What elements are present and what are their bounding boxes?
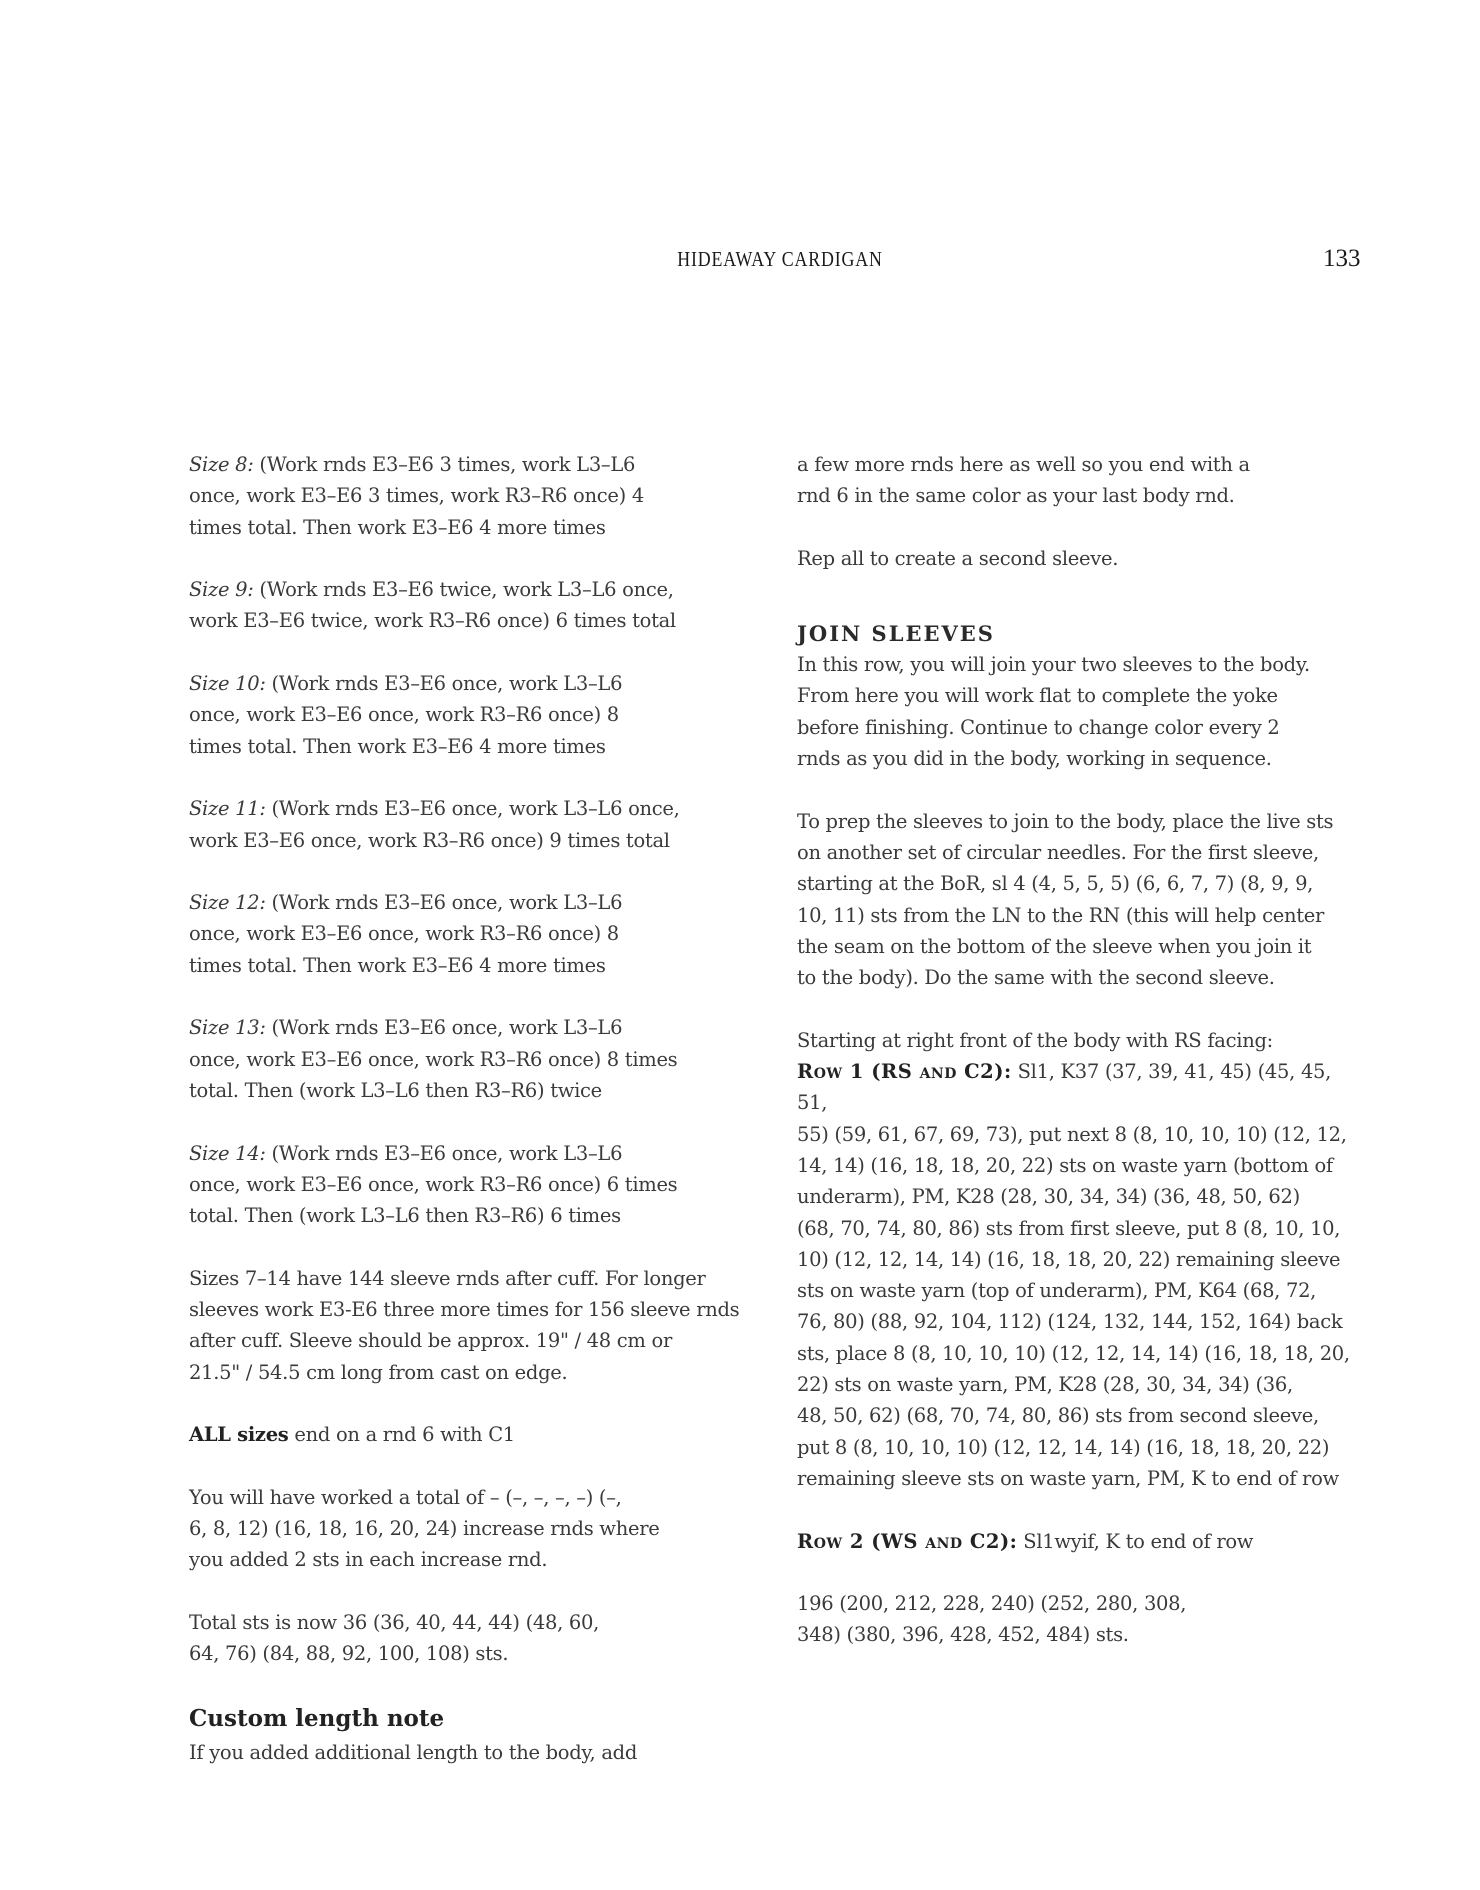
text-line: work E3–E6 once, work R3–R6 once) 9 times total bbox=[189, 828, 670, 852]
final-stitch-count bbox=[797, 1588, 1357, 1651]
join-sleeves-intro bbox=[797, 649, 1357, 774]
size-label: Size 12: bbox=[189, 891, 266, 915]
size-14-instructions bbox=[189, 1138, 749, 1232]
text-line: 22) sts on waste yarn, PM, K28 (28, 30, 34, 34) (36, bbox=[797, 1373, 1293, 1397]
text-line: remaining sleeve sts on waste yarn, PM, K to end of row bbox=[797, 1466, 1339, 1490]
text-line: 21.5" / 54.5 cm long from cast on edge. bbox=[189, 1360, 568, 1384]
text-line: 14, 14) (16, 18, 18, 20, 22) sts on waste yarn (bottom of bbox=[797, 1153, 1333, 1177]
text-line: sleeves work E3-E6 three more times for 156 sleeve rnds bbox=[189, 1298, 740, 1322]
text-span: Sl1wyif, K to end of row bbox=[1017, 1529, 1254, 1553]
text-line: the seam on the bottom of the sleeve when you join it bbox=[797, 934, 1312, 958]
sleeve-length-note bbox=[189, 1263, 749, 1388]
text-line bbox=[189, 793, 749, 824]
text-line: work E3–E6 twice, work R3–R6 once) 6 times total bbox=[189, 609, 676, 633]
text-line: 55) (59, 61, 67, 69, 73), put next 8 (8, 10, 10, 10) (12, 12, bbox=[797, 1122, 1347, 1146]
all-sizes-note bbox=[189, 1419, 749, 1450]
text-span: (Work rnds E3–E6 once, work L3–L6 bbox=[265, 891, 623, 915]
text-line: starting at the BoR, sl 4 (4, 5, 5, 5) (6, 6, 7, 7) (8, 9, 9, bbox=[797, 872, 1314, 896]
prep-sleeves-paragraph bbox=[797, 806, 1357, 994]
page-number: 133 bbox=[1323, 245, 1361, 272]
text-line bbox=[189, 449, 749, 480]
text-line: once, work E3–E6 once, work R3–R6 once) 8 times bbox=[189, 1047, 678, 1071]
text-line: once, work E3–E6 once, work R3–R6 once) 8 bbox=[189, 703, 619, 727]
text-line bbox=[797, 1056, 1357, 1119]
text-line: before finishing. Continue to change color every 2 bbox=[797, 715, 1280, 739]
text-line: 64, 76) (84, 88, 92, 100, 108) sts. bbox=[189, 1642, 509, 1666]
size-10-instructions bbox=[189, 668, 749, 762]
right-column bbox=[797, 449, 1357, 1651]
text-line: 348) (380, 396, 428, 452, 484) sts. bbox=[797, 1623, 1129, 1647]
text-line: To prep the sleeves to join to the body, place the live sts bbox=[797, 809, 1334, 833]
text-line: underarm), PM, K28 (28, 30, 34, 34) (36, 48, 50, 62) bbox=[797, 1185, 1300, 1209]
text-span: end on a rnd 6 with C1 bbox=[288, 1423, 515, 1447]
text-line: put 8 (8, 10, 10, 10) (12, 12, 14, 14) (16, 18, 18, 20, 22) bbox=[797, 1435, 1330, 1459]
text-line: after cuff. Sleeve should be approx. 19" / 48 cm or bbox=[189, 1329, 672, 1353]
text-line: total. Then (work L3–L6 then R3–R6) 6 times bbox=[189, 1204, 621, 1228]
text-line: once, work E3–E6 once, work R3–R6 once) 6 times bbox=[189, 1172, 678, 1196]
text-line: once, work E3–E6 3 times, work R3–R6 once) 4 bbox=[189, 484, 644, 508]
text-line: a few more rnds here as well so you end with a bbox=[797, 453, 1250, 476]
running-header-title: HIDEAWAY CARDIGAN bbox=[677, 247, 883, 271]
text-span: (Work rnds E3–E6 once, work L3–L6 bbox=[265, 1141, 623, 1165]
left-column bbox=[189, 449, 749, 1768]
text-line: times total. Then work E3–E6 4 more times bbox=[189, 953, 606, 977]
text-line: 196 (200, 212, 228, 240) (252, 280, 308, bbox=[797, 1592, 1187, 1616]
text-line: sts, place 8 (8, 10, 10, 10) (12, 12, 14, 14) (16, 18, 18, 20, bbox=[797, 1341, 1350, 1365]
text-line: Sizes 7–14 have 144 sleeve rnds after cuff. For longer bbox=[189, 1266, 706, 1290]
all-sizes-label: ALL sizes bbox=[189, 1423, 289, 1447]
text-line: You will have worked a total of – (–, –, –, –) (–, bbox=[189, 1485, 622, 1509]
text-line: total. Then (work L3–L6 then R3–R6) twice bbox=[189, 1078, 602, 1102]
size-label: Size 11: bbox=[189, 797, 266, 821]
text-line: rnds as you did in the body, working in sequence. bbox=[797, 747, 1272, 771]
text-line: 10) (12, 12, 14, 14) (16, 18, 18, 20, 22) remaining sleeve bbox=[797, 1247, 1341, 1271]
text-line: to the body). Do the same with the second sleeve. bbox=[797, 966, 1275, 990]
text-line bbox=[189, 668, 749, 699]
text-span: (Work rnds E3–E6 twice, work L3–L6 once, bbox=[253, 578, 674, 602]
text-span: Sl1, K37 (37, 39, 41, 45) (45, 45, 51, bbox=[797, 1060, 1332, 1115]
text-line: you added 2 sts in each increase rnd. bbox=[189, 1548, 548, 1572]
text-line: Total sts is now 36 (36, 40, 44, 44) (48, 60, bbox=[189, 1610, 600, 1634]
text-line: sts on waste yarn (top of underarm), PM, K64 (68, 72, bbox=[797, 1279, 1317, 1303]
repeat-sleeve-note: Rep all to create a second sleeve. bbox=[797, 546, 1119, 570]
text-line: rnd 6 in the same color as your last body rnd. bbox=[797, 484, 1235, 508]
text-span: (Work rnds E3–E6 once, work L3–L6 bbox=[265, 672, 623, 696]
text-line bbox=[189, 887, 749, 918]
text-line: 6, 8, 12) (16, 18, 16, 20, 24) increase rnds where bbox=[189, 1517, 660, 1541]
starting-note: Starting at right front of the body with RS facing: bbox=[797, 1028, 1273, 1052]
text-line: once, work E3–E6 once, work R3–R6 once) 8 bbox=[189, 922, 619, 946]
join-sleeves-heading: JOIN SLEEVES bbox=[797, 621, 995, 647]
size-label: Size 13: bbox=[189, 1016, 266, 1040]
total-stitches-note bbox=[189, 1607, 749, 1670]
row-2-instructions bbox=[797, 1526, 1357, 1557]
row-2-label: Row 2 (WS and C2): bbox=[797, 1529, 1018, 1553]
custom-length-continuation bbox=[797, 449, 1357, 512]
size-9-instructions bbox=[189, 574, 749, 637]
text-line: 10, 11) sts from the LN to the RN (this will help center bbox=[797, 903, 1325, 927]
text-line: on another set of circular needles. For the first sleeve, bbox=[797, 840, 1319, 864]
size-label: Size 9: bbox=[189, 578, 254, 602]
row-1-label: Row 1 (RS and C2): bbox=[797, 1060, 1012, 1084]
row-1-instructions bbox=[797, 1056, 1357, 1494]
increase-rounds-note bbox=[189, 1482, 749, 1576]
text-line: 48, 50, 62) (68, 70, 74, 80, 86) sts from second sleeve, bbox=[797, 1404, 1319, 1428]
text-span: (Work rnds E3–E6 once, work L3–L6 once, bbox=[265, 797, 680, 821]
text-span: (Work rnds E3–E6 3 times, work L3–L6 bbox=[253, 453, 636, 476]
text-line: (68, 70, 74, 80, 86) sts from first sleeve, put 8 (8, 10, 10, bbox=[797, 1216, 1341, 1240]
text-line: times total. Then work E3–E6 4 more times bbox=[189, 515, 606, 539]
text-line bbox=[189, 574, 749, 605]
size-12-instructions bbox=[189, 887, 749, 981]
size-13-instructions bbox=[189, 1012, 749, 1106]
text-line bbox=[189, 1012, 749, 1043]
size-label: Size 10: bbox=[189, 672, 266, 696]
text-line: 76, 80) (88, 92, 104, 112) (124, 132, 144, 152, 164) back bbox=[797, 1310, 1343, 1334]
size-8-instructions bbox=[189, 449, 749, 543]
custom-length-text: If you added additional length to the body, add bbox=[189, 1740, 638, 1764]
text-line: times total. Then work E3–E6 4 more times bbox=[189, 734, 606, 758]
text-line bbox=[189, 1138, 749, 1169]
text-span: (Work rnds E3–E6 once, work L3–L6 bbox=[265, 1016, 623, 1040]
text-line: In this row, you will join your two sleeves to the body. bbox=[797, 653, 1310, 677]
size-11-instructions bbox=[189, 793, 749, 856]
size-label: Size 14: bbox=[189, 1141, 266, 1165]
size-label: Size 8: bbox=[189, 453, 254, 476]
custom-length-heading: Custom length note bbox=[189, 1704, 445, 1732]
text-line: From here you will work flat to complete the yoke bbox=[797, 684, 1278, 708]
